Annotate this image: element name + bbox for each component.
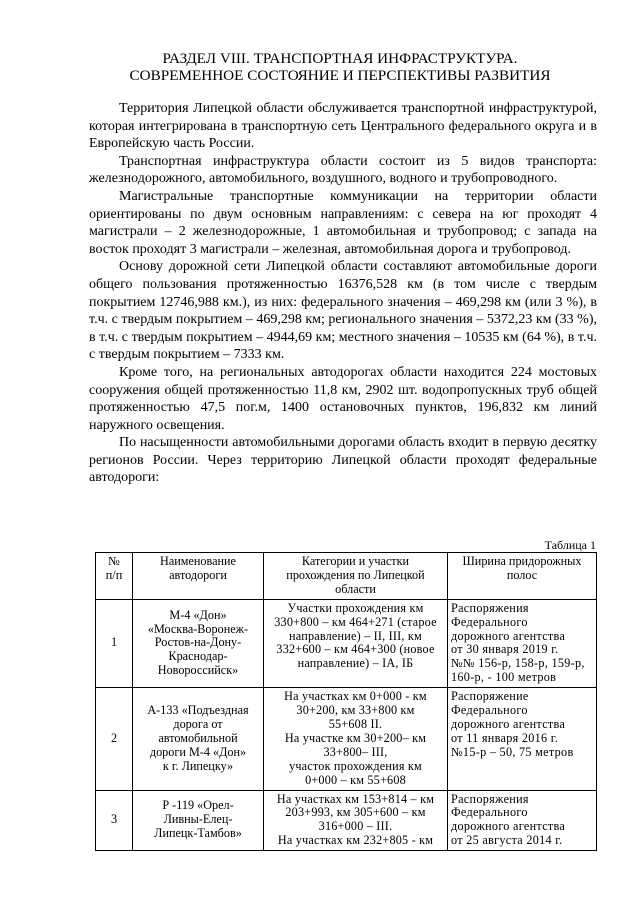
cell-road-name-line: Р -119 «Орел- <box>162 798 234 813</box>
cell-width <box>448 599 597 687</box>
paragraph-bridges: Кроме того, на региональных автодорогах области находится 224 мостовых сооружения общей протяженностью 11,8 км, 2902 шт. водопропускных труб общей протяженностью 47,5 пог.м, 1400 остановочных пунктов, 196,832 км линий наружного освещения. <box>89 364 597 433</box>
cell-num: 2 <box>96 688 133 790</box>
cell-category-line: 330+800 – км 464+271 (старое <box>274 614 437 629</box>
header-width <box>448 553 597 600</box>
cell-road-name-line: автомобильной <box>158 730 238 745</box>
cell-width-line: Распоряжение <box>451 689 529 704</box>
paragraph-territory: Территория Липецкой области обслуживается транспортной инфраструктурой, которая интегрирована в транспортную сеть Центрального федерального округа и в Европейскую часть России. <box>89 101 597 152</box>
paragraph-road-network: Основу дорожной сети Липецкой области составляют автомобильные дороги общего пользования протяженностью 16376,528 км (в том числе с твердым покрытием 12746,988 км.), из них: федерального значения – 469,298 км (или 3 %), в т.ч. с твердым покрытием – 469,298 км; регионального значения – 5372,23 км (33 %), в т.ч. с твердым покрытием – 4944,69 км; местного значения – 10535 км (64 %), в т.ч. с твердым покрытием – 7333 км. <box>89 259 597 363</box>
cell-width-line: Распоряжения <box>451 600 529 615</box>
header-num <box>96 553 133 600</box>
cell-category-line: На участке км 30+200– км <box>284 730 427 745</box>
cell-width-line: Распоряжения <box>451 791 529 806</box>
cell-road-name-line: Липецк-Тамбов» <box>154 826 242 841</box>
cell-road-name-line: М-4 «Дон» <box>169 607 227 622</box>
cell-road-name-line: дороги М-4 «Дон» <box>149 744 247 759</box>
cell-width-line: №15-р – 50, 75 метров <box>451 744 574 759</box>
cell-num: 1 <box>96 599 133 687</box>
cell-category-line: 55+608 II. <box>328 716 383 731</box>
cell-width-line: Федерального <box>451 614 528 629</box>
header-category-line: Категории и участки <box>301 554 410 568</box>
header-category-line: прохождения по Липецкой <box>286 567 425 582</box>
cell-category-line: направление) – IA, IБ <box>297 656 414 671</box>
header-name-line: Наименование <box>160 554 236 568</box>
table-row <box>96 790 597 851</box>
header-num-line: п/п <box>105 567 123 582</box>
table-caption: Таблица 1 <box>544 538 596 552</box>
cell-road-name <box>133 790 264 851</box>
cell-width <box>448 688 597 790</box>
cell-width-line: №№ 156-р, 158-р, 159-р, <box>451 656 585 671</box>
cell-category-line: На участках км 153+814 – км <box>276 791 435 806</box>
cell-road-name-line: к г. Липецку» <box>162 758 234 773</box>
cell-width-line: от 30 января 2019 г. <box>451 642 559 657</box>
cell-width-line: дорожного агентства <box>451 716 566 731</box>
header-category <box>264 553 448 600</box>
paragraph-federal-roads: По насыщенности автомобильными дорогами область входит в первую десятку регионов России. Через территорию Липецкой области проходят федеральные автодороги: <box>89 435 597 486</box>
cell-category <box>264 688 448 790</box>
cell-num: 3 <box>96 790 133 851</box>
cell-road-name <box>133 688 264 790</box>
cell-road-name-line: Ростов-на-Дону- <box>154 635 242 650</box>
cell-category-line: На участках км 0+000 - км <box>284 689 427 704</box>
cell-width-line: дорожного агентства <box>451 819 566 834</box>
cell-road-name-line: Краснодар- <box>168 649 228 664</box>
cell-road-name <box>133 599 264 687</box>
cell-width-line: от 25 августа 2014 г. <box>451 833 563 848</box>
cell-road-name-line: Ливны-Елец- <box>163 812 233 827</box>
cell-category-line: 0+000 – км 55+608 <box>305 772 406 787</box>
cell-width-line: от 11 января 2016 г. <box>451 730 559 745</box>
cell-category <box>264 790 448 851</box>
cell-category-line: 332+600 – км 464+300 (новое <box>276 642 435 657</box>
table-row <box>96 599 597 687</box>
cell-category-line: На участках км 232+805 - км <box>277 833 434 848</box>
table-body <box>96 599 597 850</box>
cell-category-line: участок прохождения км <box>289 758 422 773</box>
table-header-row <box>96 553 597 600</box>
cell-category-line: направление) – II, III, км <box>289 628 422 643</box>
paragraph-main-routes: Магистральные транспортные коммуникации на территории области ориентированы по двум основным направлениям: с севера на юг проходят 4 магистрали – 2 железнодорожные, 1 автомобильная и трубопровод; с запада на восток проходят 3 магистрали – железная, автомобильная дорога и трубопровод. <box>89 188 597 257</box>
cell-category-line: 30+200, км 33+800 км <box>296 703 415 718</box>
table-row <box>96 688 597 790</box>
cell-width-line: Федерального <box>451 703 528 718</box>
header-name-line: автодороги <box>169 567 227 582</box>
header-num-line: № <box>108 554 120 568</box>
cell-road-name-line: А-133 «Подъездная <box>147 703 249 718</box>
cell-road-name-line: Новороссийск» <box>157 663 239 678</box>
header-category-line: области <box>335 581 376 596</box>
cell-width-line: Федерального <box>451 805 528 820</box>
cell-width-line: дорожного агентства <box>451 628 566 643</box>
cell-road-name-line: «Москва-Воронеж- <box>147 621 249 636</box>
paragraph-transport-types: Транспортная инфраструктура области состоит из 5 видов транспорта: железнодорожного, автомобильного, воздушного, водного и трубопроводного. <box>89 153 597 187</box>
cell-category-line: 316+000 – III. <box>318 819 393 834</box>
header-width-line: полос <box>506 567 538 582</box>
federal-roads-table <box>95 552 597 851</box>
cell-category-line: 203+993, км 305+600 – км <box>285 805 426 820</box>
heading-line-1: РАЗДЕЛ VIII. ТРАНСПОРТНАЯ ИНФРАСТРУКТУРА. <box>162 50 518 67</box>
cell-road-name-line: дорога от <box>173 716 223 731</box>
cell-category-line: 33+800– III, <box>323 744 388 759</box>
cell-width <box>448 790 597 851</box>
heading-line-2: СОВРЕМЕННОЕ СОСТОЯНИЕ И ПЕРСПЕКТИВЫ РАЗВИТИЯ <box>129 67 551 84</box>
cell-category <box>264 599 448 687</box>
header-name <box>133 553 264 600</box>
cell-width-line: 160-р, - 100 метров <box>451 670 557 685</box>
cell-category-line: Участки прохождения км <box>287 600 424 615</box>
header-width-line: Ширина придорожных <box>462 554 582 568</box>
